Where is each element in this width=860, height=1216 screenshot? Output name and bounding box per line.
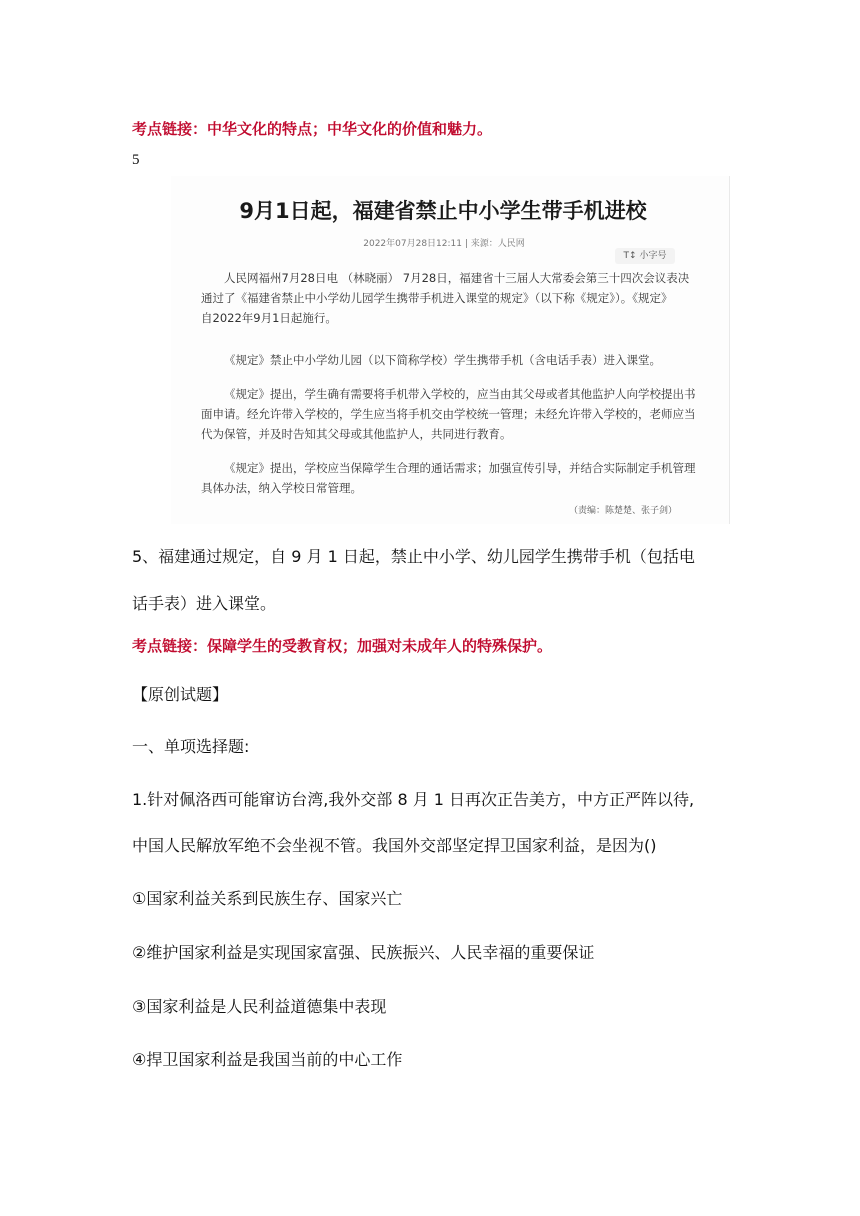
news-paragraph-3 [201,384,696,444]
item5-line2: 话手表）进入课堂。 [132,594,277,613]
font-size-toggle: T↕ 小字号 [615,248,675,264]
question1-stem-line1: 1.针对佩洛西可能窜访台湾,我外交部 8 月 1 日再次正告美方，中方正严阵以待, [132,790,695,809]
news-editor: （责编：陈楚楚、张子剑） [569,506,678,516]
news-line: 《规定》提出，学生确有需要将手机带入学校的，应当由其父母或者其他监护人向学校提出书 [224,387,696,401]
question1-option-3: ③国家利益是人民利益道德集中表现 [132,997,387,1016]
news-line: 代为保管，并及时告知其父母或其他监护人，共同进行教育。 [201,427,512,441]
item5-line1: 5、福建通过规定，自 9 月 1 日起，禁止中小学、幼儿园学生携带手机（包括电 [132,547,695,566]
news-line: 面申请。经允许带入学校的，学生应当将手机交由学校统一管理；未经允许带入学校的，老师应当 [201,407,696,421]
kaodian-text: 保障学生的受教育权；加强对未成年人的特殊保护。 [207,637,553,655]
question1-option-4: ④捍卫国家利益是我国当前的中心工作 [132,1050,403,1069]
news-line: 《规定》提出，学校应当保障学生合理的通话需求；加强宣传引导，并结合实际制定手机管理 [224,461,696,475]
news-line: 具体办法，纳入学校日常管理。 [201,481,362,495]
original-questions-heading: 【原创试题】 [132,685,229,704]
question1-stem-line2: 中国人民解放军绝不会坐视不管。我国外交部坚定捍卫国家利益，是因为() [132,836,657,855]
news-title: 9月1日起，福建省禁止中小学生带手机进校 [239,199,647,223]
news-line: 通过了《福建省禁止中小学幼儿园学生携带手机进入课堂的规定》（以下称《规定》）。《规定》 [201,291,673,305]
question1-option-1: ①国家利益关系到民族生存、国家兴亡 [132,889,403,908]
news-paragraph-4 [201,458,696,498]
kaodian-label: 考点链接： [132,120,208,138]
news-line: 人民网福州7月28日电 （林晓丽） 7月28日，福建省十三届人大常委会第三十四次会议表决 [224,271,690,285]
kaodian-label: 考点链接： [132,637,208,655]
news-line: 《规定》禁止中小学幼儿园（以下简称学校）学生携带手机（含电话手表）进入课堂。 [224,353,661,367]
question1-option-2: ②维护国家利益是实现国家富强、民族振兴、人民幸福的重要保证 [132,943,595,962]
kaodian-link-2 [132,635,552,656]
kaodian-link-1 [132,118,492,139]
news-paragraph-1 [201,268,690,328]
news-paragraph-2 [201,350,687,370]
item-number: 5 [132,152,140,168]
kaodian-text: 中华文化的特点；中华文化的价值和魅力。 [207,120,493,138]
news-screenshot [171,176,730,524]
single-choice-heading: 一、单项选择题: [132,737,250,756]
news-meta: 2022年07月28日12:11 | 来源：人民网 [363,239,525,249]
news-line: 自2022年9月1日起施行。 [201,311,337,325]
